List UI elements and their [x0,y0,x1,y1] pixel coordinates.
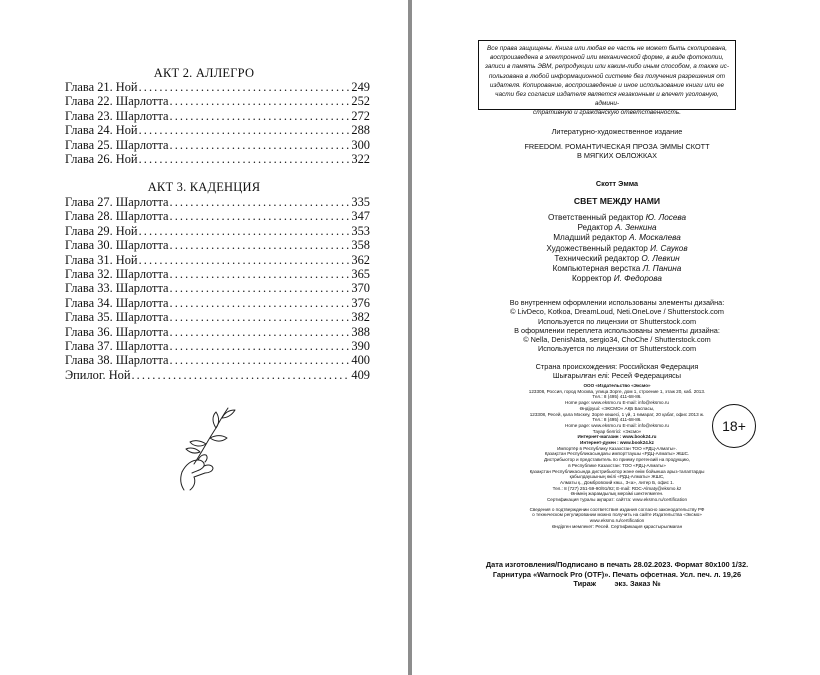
leader-dots [170,109,351,123]
page-number: 400 [351,353,370,368]
distributor-line: Қазақстан Республикасындағы импорттаушы «РДЦ-Алматы» ЖШС. [544,451,690,457]
page-number: 272 [351,108,370,123]
chapter-title: Глава 22. Шарлотта [65,94,169,109]
page-number: 300 [351,137,370,152]
staff-line [452,223,782,233]
leader-dots [170,296,351,310]
page-number: 252 [351,94,370,109]
origin-line: Страна происхождения: Российская Федерация [535,362,699,371]
page-number: 365 [351,266,370,281]
series-line: В МЯГКИХ ОБЛОЖКАХ [576,151,658,160]
leader-dots [139,152,351,166]
chapter-title: Глава 29. Ной [65,223,138,238]
toc-row[interactable] [65,310,370,324]
copyright-line: части без согласия издателя является незаконным и влечет уголовную, админи- [495,91,719,108]
publisher-line: ООО «Издательство «Эксмо» [583,383,651,388]
publisher-line: Тел.: 8 (495) 411-68-86. [592,394,642,400]
page-number: 390 [351,338,370,353]
staff-role: Ответственный редактор [547,213,644,222]
design-credit-line: © Nella, DenisNata, sergio34, ChoChe / Shutterstock.com [523,335,711,345]
staff-name: А. Зенкина [614,223,657,233]
staff-line [452,254,782,264]
toc-row[interactable] [65,123,370,137]
page-number: 353 [351,223,370,238]
toc-row[interactable] [65,296,370,310]
leader-dots [170,195,351,209]
typeface-line: Гарнитура «Warnock Pro (OTF)». Печать офсетная. Усл. печ. л. 19,26 [492,569,742,579]
imprint-page [412,0,820,675]
legal-line: о техническом регулировании можно получить на сайте Издательства «Эксмо» [532,512,702,518]
chapter-title: Глава 38. Шарлотта [65,353,169,368]
chapter-title: Глава 33. Шарлотта [65,281,169,296]
origin-country [452,362,782,381]
page-number: 370 [351,281,370,296]
chapter-title: Глава 26. Ной [65,151,138,166]
design-credit-line: В оформлении переплета использованы элементы дизайна: [514,325,720,335]
staff-name: А. Москалева [629,233,681,243]
toc-row[interactable] [65,152,370,166]
toc-row[interactable] [65,209,370,223]
design-credit-line: Используется по лицензии от Shutterstock.com [537,316,697,326]
series-line: FREEDOM. РОМАНТИЧЕСКАЯ ПРОЗА ЭММЫ СКОТТ [524,142,710,151]
page-number: 362 [351,252,370,267]
toc-row[interactable] [65,281,370,295]
chapter-title: Глава 35. Шарлотта [65,310,169,325]
publisher-line: Өндіруші: «ЭКСМО» АҚБ Баспасы, [579,405,655,411]
leader-dots [170,325,351,339]
distributor-line: қабылдаушының өкілі «РДЦ-Алматы» ЖШС, [569,474,665,480]
leader-dots [170,339,351,353]
print-run-line: Тираж экз. Заказ № [573,579,661,588]
distributor-line: в Республике Казахстан: ТОО «РДЦ-Алматы» [568,462,666,468]
toc-row[interactable] [65,80,370,94]
copyright-line: записи в память ЭВМ, репродукции или каким-либо иным способом, а также ис- [485,63,729,71]
design-credit-line: Во внутреннем оформлении использованы элементы дизайна: [509,298,725,307]
distributor-line: Тел.: 8 (727) 251-59-90/91/92; E-mail: RDC-Almaty@eksmo.kz [552,485,682,491]
copyright-line: стративную и гражданскую ответственность. [533,109,681,117]
chapter-title: Глава 36. Шарлотта [65,324,169,339]
author-name: Скотт Эмма [595,179,639,188]
page-number: 249 [351,80,370,94]
age-rating-text: 18+ [722,418,746,434]
distributor-line: Қазақстан Республикасында дистрибьютор және өнім бойынша арыз-талаптарды [529,468,705,474]
page-number: 409 [351,367,370,382]
toc-row[interactable] [65,353,370,367]
chapter-title: Глава 27. Шарлотта [65,195,169,209]
distributor-line: Алматы қ., Домбровский көш., 3«а», литер Б, офис 1. [560,479,674,485]
legal-line: Сведения о подтверждении соответствия издания согласно законодательству РФ [529,506,705,512]
toc-row[interactable] [65,339,370,353]
publisher-line: Тел.: 8 (495) 411-68-86. [592,417,642,423]
chapter-title: Глава 25. Шарлотта [65,137,169,152]
chapter-title: Глава 28. Шарлотта [65,209,169,224]
staff-line [452,213,782,223]
toc-row[interactable] [65,94,370,108]
copyright-line: пользована в любой информационной системе без получения разрешения от [488,72,726,80]
publisher-line: 123308, Ресей, қала Мәскеу, Зорге көшесі, 1 үй, 1 ғимарат, 20 қабат, офис 2013 ж. [529,411,705,417]
toc-row[interactable] [65,325,370,339]
hand-holding-sprig-icon [172,402,242,494]
design-credit-line: Используется по лицензии от Shutterstock.com [537,344,697,354]
legal-line: Өндірген мемлекет: Ресей. Сертификация қарастырылмаған [551,523,683,529]
leader-dots [170,94,351,108]
act-3-heading: АКТ 3. КАДЕНЦИЯ [147,180,261,194]
leader-dots [170,138,351,152]
leader-dots [170,238,351,252]
staff-role: Компьютерная верстка [552,264,641,274]
page-number: 358 [351,238,370,253]
toc-row[interactable] [65,253,370,267]
chapter-title: Глава 23. Шарлотта [65,108,169,123]
page-number: 322 [351,151,370,166]
act-2-toc [65,80,370,166]
toc-row[interactable] [65,238,370,252]
chapter-title: Глава 24. Ной [65,123,138,138]
leader-dots [139,224,351,238]
distributor-line: Дистрибьютор и представитель по приему претензий на продукцию, [544,457,690,463]
publisher-line: Тауар белгісі: «Эксмо» [592,428,642,434]
staff-name: Ю. Лосева [645,213,687,222]
design-credits [452,298,782,354]
chapter-title: Глава 32. Шарлотта [65,266,169,281]
staff-name: Л. Панина [642,264,682,274]
page-number: 382 [351,310,370,325]
copyright-line: воспроизведена в электронной или механической форме, в виде фотокопии, [490,54,724,62]
publisher-line: Home page: www.eksmo.ru E-mail: info@eksmo.ru [565,422,669,428]
chapter-title: Эпилог. Ной [65,367,131,382]
age-rating-badge [712,404,756,448]
toc-page [0,0,408,675]
online-shop-kz: Интернет-дүкен : www.book24.kz [580,440,654,446]
staff-role: Корректор [572,274,612,284]
copyright-line: Все права защищены. Книга или любая ее часть не может быть скопирована, [487,45,727,52]
leader-dots [170,209,351,223]
staff-credits [452,213,782,284]
staff-name: О. Левкин [641,253,680,263]
toc-row[interactable] [65,368,370,382]
legal-line: www.eksmo.ru/certification [589,518,645,524]
distributor-line: Сертификация туралы ақпарат: сайтта: www.eksmo.ru/certification [546,497,688,503]
toc-row[interactable] [65,195,370,209]
leader-dots [139,80,351,94]
series-name [452,142,782,160]
print-details [452,560,782,589]
act-3-toc [65,195,370,382]
staff-line [452,233,782,243]
toc-row[interactable] [65,267,370,281]
leader-dots [139,253,351,267]
origin-line: Шығарылған елі: Ресей Федерациясы [552,371,682,381]
chapter-title: Глава 30. Шарлотта [65,238,169,253]
leader-dots [170,310,351,324]
act-2-heading: АКТ 2. АЛЛЕГРО [153,66,255,80]
staff-line [452,264,782,274]
chapter-title: Глава 31. Ной [65,252,138,267]
chapter-title: Глава 34. Шарлотта [65,295,169,310]
leader-dots [170,267,351,281]
staff-name: И. Сауков [650,243,688,253]
online-shop-ru: Интернет-магазин : www.book24.ru [577,434,657,440]
book-title: СВЕТ МЕЖДУ НАМИ [573,196,661,206]
toc-row[interactable] [65,109,370,123]
staff-role: Художественный редактор [546,243,648,253]
staff-role: Младший редактор [553,233,627,243]
staff-role: Технический редактор [554,253,640,263]
print-date-line: Дата изготовления/Подписано в печать 28.02.2023. Формат 80x100 1/32. [485,560,749,569]
page-number: 347 [351,209,370,224]
publisher-line: Home page: www.eksmo.ru E-mail: info@eksmo.ru [565,400,669,406]
staff-role: Редактор [577,223,613,233]
page-number: 335 [351,195,370,209]
publisher-line: 123308, Россия, город Москва, улица Зорге, дом 1, строение 1, этаж 20, каб. 2013. [528,388,706,394]
design-credit-line: © LivDeco, Kotkoa, DreamLoud, Neti.OneLove / Shutterstock.com [510,307,724,317]
staff-name: И. Федорова [613,274,662,284]
copyright-line: издателя. Копирование, воспроизведение и иное использование книги или ее [489,81,725,89]
leader-dots [131,368,350,382]
toc-row[interactable] [65,224,370,238]
copyright-notice-box [478,40,736,117]
staff-line [452,274,782,284]
leader-dots [170,353,351,367]
distributor-line: Өнімнің жарамдылық мерзімі шектелмеген. [570,491,664,497]
page-number: 288 [351,123,370,138]
chapter-title: Глава 21. Ной [65,80,138,94]
page-number: 376 [351,295,370,310]
chapter-title: Глава 37. Шарлотта [65,338,169,353]
leader-dots [170,281,351,295]
distributor-line: Импортёр в Республику Казахстан ТОО «РДЦ-Алматы». [557,445,677,451]
leader-dots [139,123,351,137]
page-number: 388 [351,324,370,339]
toc-row[interactable] [65,138,370,152]
genre-label: Литературно-художественное издание [551,127,683,136]
staff-line [452,244,782,254]
